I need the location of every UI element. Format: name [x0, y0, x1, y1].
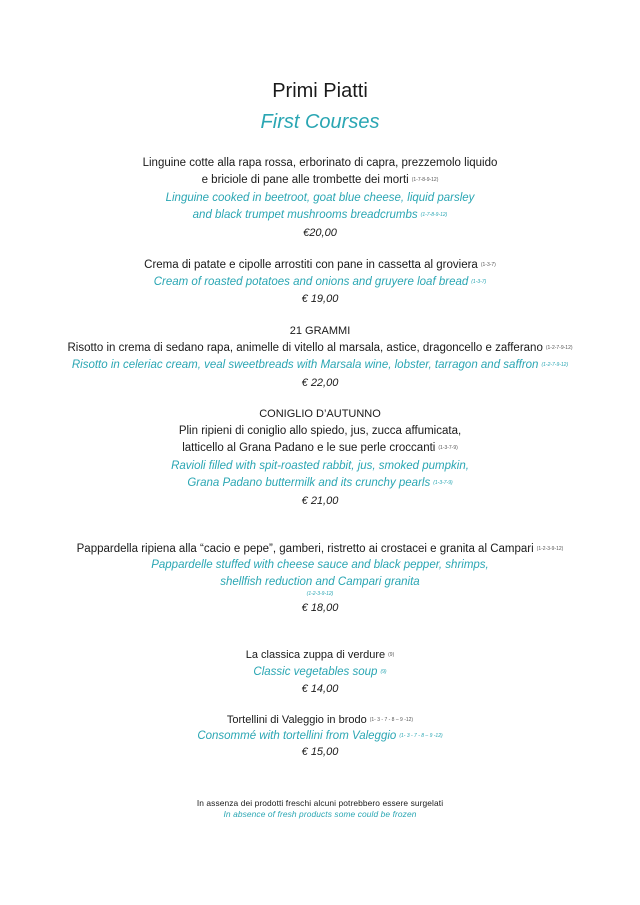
allergen-codes: (1-2-7-9-12): [541, 362, 569, 368]
dish-7-english-line-1: Consommé with tortellini from Valeggio (1- 3 - 7 - 8 – 9 -12): [197, 730, 443, 742]
dish-5-english-line-2: shellfish reduction and Campari granita: [220, 576, 420, 588]
dish-6-english-line-1: Classic vegetables soup (9): [253, 666, 387, 678]
allergen-codes: (1-7-8-9-12): [420, 212, 448, 218]
dish-4-name: CONIGLIO D’AUTUNNO: [259, 408, 381, 420]
dish-4-english-line-1: Ravioli filled with spit-roasted rabbit, jus, smoked pumpkin,: [171, 460, 469, 472]
allergen-codes: (1- 3 - 7 - 8 – 9 -12): [399, 733, 443, 739]
dish-5-price: € 18,00: [301, 602, 339, 614]
dish-2-english-line-1: Cream of roasted potatoes and onions and gruyere loaf bread (1-3-7): [153, 276, 487, 288]
dish-3-english-line-1: Risotto in celeriac cream, veal sweetbreads with Marsala wine, lobster, tarragon and saffron (1-2-7-9-12): [71, 359, 569, 371]
allergen-codes: (1-3-7-9): [433, 480, 453, 486]
allergen-codes: (1-3-7): [480, 262, 496, 268]
dish-1-italian-line-2: e briciole di pane alle trombette dei morti (1-7-8-9-12): [201, 174, 439, 186]
dish-3-price: € 22,00: [301, 377, 339, 389]
allergen-codes: (1-2-3-9-12): [536, 546, 564, 552]
dish-7-price: € 15,00: [301, 746, 339, 758]
dish-1-english-line-2: and black trumpet mushrooms breadcrumbs (1-7-8-9-12): [192, 209, 448, 221]
dish-4-price: € 21,00: [301, 495, 339, 507]
dish-4-italian-line-1: Plin ripieni di coniglio allo spiedo, jus, zucca affumicata,: [178, 425, 462, 437]
dish-7-italian-line-1: Tortellini di Valeggio in brodo (1- 3 - 7 - 8 – 9 -12): [226, 714, 414, 726]
allergen-codes: (1-3-7-9): [438, 445, 458, 451]
dish-3-name: 21 GRAMMI: [289, 325, 351, 337]
frozen-products-note-english: In absence of fresh products some could be frozen: [223, 809, 417, 819]
dish-4-italian-line-2: latticello al Grana Padano e le sue perle croccanti (1-3-7-9): [182, 442, 458, 454]
dish-6-price: € 14,00: [301, 683, 339, 695]
page-title: Primi Piatti: [272, 80, 368, 102]
dish-5-italian-line-1: Pappardella ripiena alla “cacio e pepe”, gamberi, ristretto ai crostacei e granita al Campari (1-2-3-9-12): [76, 543, 564, 555]
dish-2-italian-line-1: Crema di patate e cipolle arrostiti con pane in cassetta al groviera (1-3-7): [144, 259, 496, 271]
frozen-products-note-italian: In assenza dei prodotti freschi alcuni potrebbero essere surgelati: [196, 798, 444, 808]
dish-4-english-line-2: Grana Padano buttermilk and its crunchy pearls (1-3-7-9): [187, 477, 453, 489]
dish-5-english-line-1: Pappardelle stuffed with cheese sauce and black pepper, shrimps,: [151, 559, 489, 571]
page-subtitle: First Courses: [260, 111, 380, 133]
dish-1-italian-line-1: Linguine cotte alla rapa rossa, erborinato di capra, prezzemolo liquido: [142, 157, 498, 169]
allergen-codes: (1-7-8-9-12): [411, 177, 439, 183]
allergen-codes: (1- 3 - 7 - 8 – 9 -12): [369, 717, 414, 723]
allergen-codes: (9): [380, 669, 387, 675]
allergen-codes: (1-3-7): [471, 279, 487, 285]
dish-6-italian-line-1: La classica zuppa di verdure (9): [245, 649, 395, 661]
dish-2-price: € 19,00: [301, 293, 339, 305]
dish-1-english-line-1: Linguine cooked in beetroot, goat blue cheese, liquid parsley: [165, 192, 475, 204]
allergen-codes: (1-2-7-9-12): [545, 345, 573, 351]
dish-3-italian-line-1: Risotto in crema di sedano rapa, animelle di vitello al marsala, astice, dragoncello e zafferano (1-2-7-9-12): [67, 342, 573, 354]
allergen-codes: (9): [388, 652, 395, 658]
dish-5-allergen-codes: (1-2-3-9-12): [306, 591, 334, 597]
dish-1-price: €20,00: [303, 227, 337, 239]
